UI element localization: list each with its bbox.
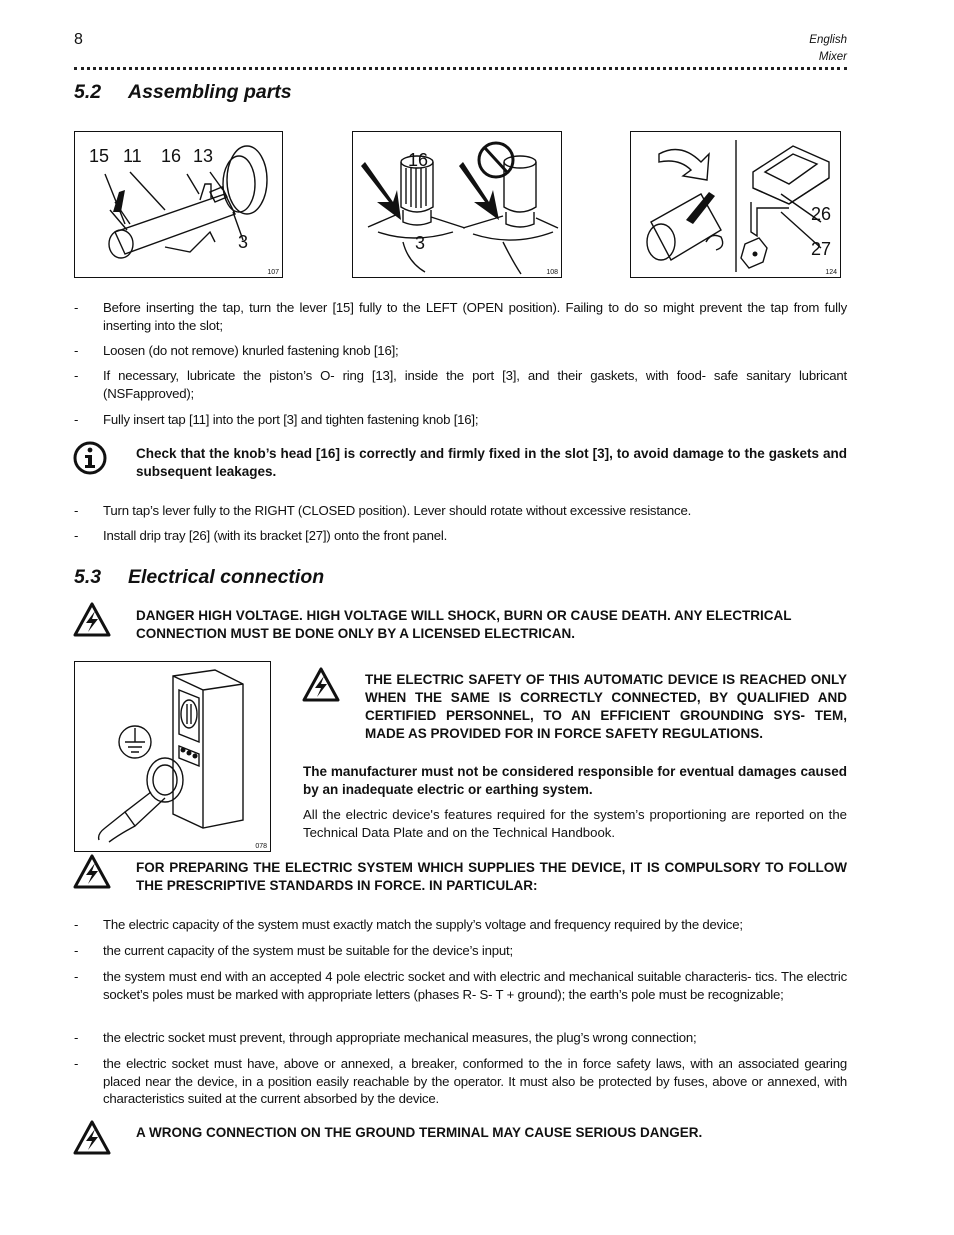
- callout-3: 3: [238, 232, 249, 252]
- info-note: Check that the knob’s head [16] is correctly and firmly fixed in the slot [3], to avoid damage to the gaskets and subsequent leakages.: [136, 446, 847, 479]
- list-item-text: Install drip tray [26] (with its bracket [27]) onto the front panel.: [103, 528, 448, 543]
- danger-note: FOR PREPARING THE ELECTRIC SYSTEM WHICH SUPPLIES THE DEVICE, IT IS COMPULSORY TO FOLLOW THE PRESCRIPTIVE STANDARDS IN FORCE. IN PARTICULAR:: [136, 860, 847, 893]
- bullet-dash: -: [74, 412, 79, 427]
- section-heading-5-3: [74, 566, 324, 589]
- list-item: [74, 968, 847, 1003]
- header-divider: [74, 67, 847, 70]
- list-item-text: Loosen (do not remove) knurled fastening knob [16];: [103, 343, 399, 358]
- list-item-text: The electric capacity of the system must exactly match the supply’s voltage and frequency required by the device;: [103, 917, 743, 932]
- manufacturer-note: The manufacturer must not be considered responsible for eventual damages caused by an inadequate electric or earthing system.: [303, 764, 847, 797]
- callout-13: 13: [193, 146, 214, 166]
- list-item: [74, 411, 847, 429]
- high-voltage-warning-icon: [302, 667, 340, 703]
- figure-number: 078: [255, 843, 267, 850]
- bullet-dash: -: [74, 943, 79, 958]
- section-heading-5-2: [74, 81, 292, 104]
- danger-note: A WRONG CONNECTION ON THE GROUND TERMINAL MAY CAUSE SERIOUS DANGER.: [136, 1125, 703, 1140]
- header-language: English: [809, 34, 847, 46]
- section-number: 5.2: [74, 81, 102, 103]
- list-item-text: the electric socket must have, above or annexed, a breaker, conformed to the in force safety laws, with an associated gearing placed near the device, in a position easily reachable by the operator. It must also be protected by fuses, above or annexed, with characteristics suited at the current absorbed by the device.: [103, 1056, 847, 1106]
- bullet-dash: -: [74, 1056, 79, 1071]
- drip-tray-illustration: [631, 132, 840, 277]
- list-item-text: the current capacity of the system must be suitable for the device’s input;: [103, 943, 513, 958]
- page-number: 8: [74, 31, 83, 48]
- section-title: Electrical connection: [128, 566, 325, 588]
- info-icon: [73, 441, 109, 475]
- list-item-text: the system must end with an accepted 4 pole electric socket and with electric and mechanical suitable characteris- tics. The electric socket’s poles must be marked with appropriate letters (phases R- S- T + ground); the earth’s pole must be recognizable;: [103, 969, 847, 1002]
- running-header: [809, 32, 847, 66]
- callout-16: 16: [161, 146, 182, 166]
- callout-15: 15: [89, 146, 110, 166]
- list-item-text: If necessary, lubricate the piston’s O- ring [13], inside the port [3], and their gaskets, with food- safe sanitary lubricant (NSFapproved);: [103, 368, 847, 401]
- bullet-dash: -: [74, 969, 79, 984]
- list-item-text: the electric socket must prevent, through appropriate mechanical measures, the plug’s wrong connection;: [103, 1030, 697, 1045]
- figure-tap-parts: [74, 131, 283, 278]
- list-item: [74, 916, 847, 934]
- high-voltage-warning-icon: [73, 602, 111, 638]
- callout-11: 11: [123, 146, 142, 166]
- callout-16: 16: [408, 150, 429, 170]
- list-item: [74, 367, 847, 402]
- figure-electrical-socket: [74, 661, 271, 852]
- figure-drip-tray: [630, 131, 841, 278]
- callout-27: 27: [811, 239, 832, 259]
- list-item: [74, 527, 847, 545]
- section-number: 5.3: [74, 566, 102, 588]
- figure-number: 124: [825, 269, 837, 276]
- callout-3: 3: [415, 233, 426, 253]
- danger-note: THE ELECTRIC SAFETY OF THIS AUTOMATIC DEVICE IS REACHED ONLY WHEN THE SAME IS CORRECTLY CONNECTED, BY QUALIFIED AND CERTIFIED PERSONNEL, TO AN EFFICIENT GROUNDING SYS- TEM, MADE AS PROVIDED FOR IN FORCE SAFETY REGULATIONS.: [365, 672, 847, 741]
- high-voltage-warning-icon: [73, 854, 111, 890]
- list-item: [74, 942, 847, 960]
- list-item: [74, 1029, 847, 1047]
- figure-number: 108: [546, 269, 558, 276]
- list-item: [74, 299, 847, 334]
- bullet-dash: -: [74, 343, 79, 358]
- section-title: Assembling parts: [128, 81, 292, 103]
- list-item-text: Before inserting the tap, turn the lever [15] fully to the LEFT (OPEN position). Failing to do so might prevent the tap from fully inserting into the slot;: [103, 300, 847, 333]
- danger-note: DANGER HIGH VOLTAGE. HIGH VOLTAGE WILL SHOCK, BURN OR CAUSE DEATH. ANY ELECTRICAL CONNECTION MUST BE DONE ONLY BY A LICENSED ELECTRICAN.: [136, 608, 792, 641]
- features-note: All the electric device's features required for the system’s proportioning are reported on the Technical Data Plate and on the Technical Handbook.: [303, 807, 847, 840]
- list-item-text: Turn tap’s lever fully to the RIGHT (CLOSED position). Lever should rotate without excessive resistance.: [103, 503, 692, 518]
- bullet-dash: -: [74, 528, 79, 543]
- list-item: [74, 1055, 847, 1108]
- bullet-dash: -: [74, 368, 79, 383]
- electrical-socket-illustration: [75, 662, 270, 851]
- bullet-dash: -: [74, 917, 79, 932]
- high-voltage-warning-icon: [73, 1120, 111, 1156]
- bullet-dash: -: [74, 1030, 79, 1045]
- list-item: [74, 342, 847, 360]
- figure-knob-check: [352, 131, 562, 278]
- bullet-dash: -: [74, 300, 79, 315]
- callout-26: 26: [811, 204, 832, 224]
- bullet-dash: -: [74, 503, 79, 518]
- header-product: Mixer: [818, 51, 847, 63]
- knob-check-illustration: [353, 132, 561, 277]
- list-item: [74, 502, 847, 520]
- figure-number: 107: [267, 269, 279, 276]
- list-item-text: Fully insert tap [11] into the port [3] and tighten fastening knob [16];: [103, 412, 479, 427]
